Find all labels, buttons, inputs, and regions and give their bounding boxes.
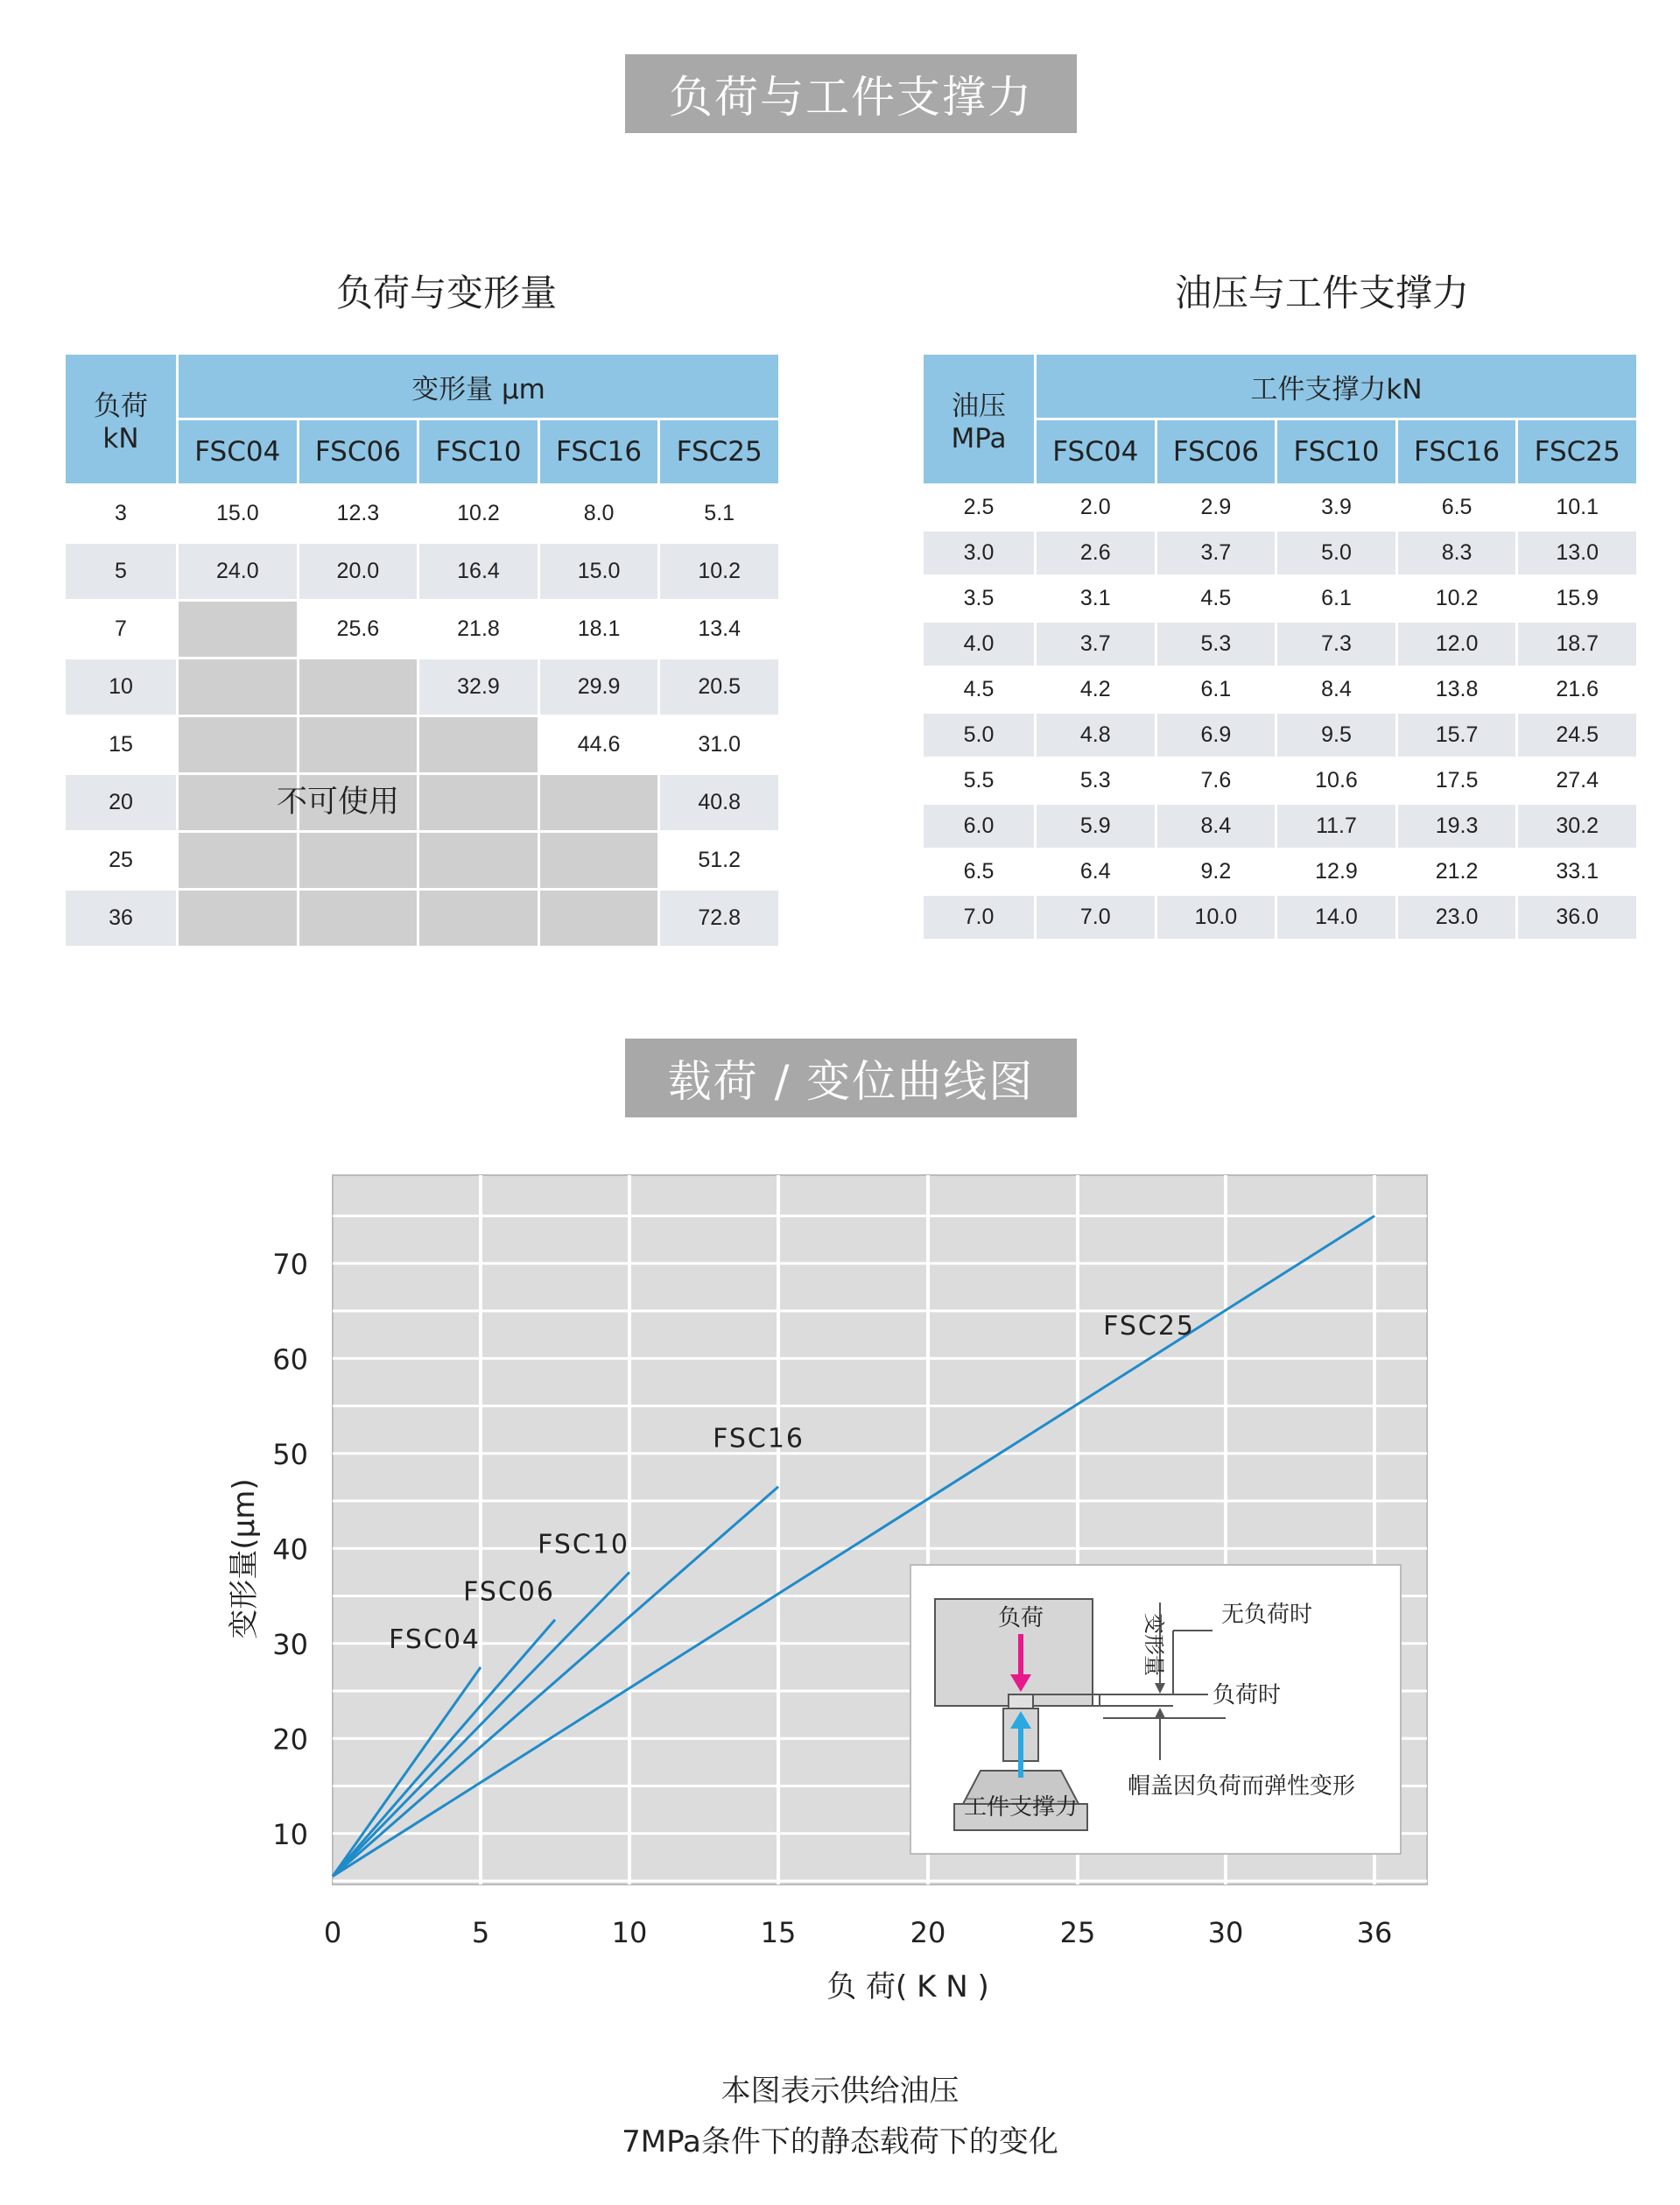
right-table-cell: 5.3 (1157, 623, 1276, 666)
left-table-cell: 10.2 (419, 486, 538, 541)
left-table-row-label: 36 (66, 891, 176, 946)
right-table-column-header: FSC25 (1518, 420, 1636, 483)
inset-load-label: 负荷 (997, 1605, 1044, 1631)
y-tick-label: 40 (272, 1532, 308, 1567)
x-tick-label: 36 (1356, 1916, 1393, 1949)
right-table-cell: 36.0 (1518, 896, 1636, 939)
right-table-cell: 6.9 (1157, 714, 1276, 757)
series-label: FSC10 (538, 1529, 629, 1560)
left-table-corner-header: 负荷 kN (66, 355, 176, 483)
right-table-cell: 4.2 (1037, 668, 1155, 711)
right-table-cell: 12.9 (1277, 850, 1395, 893)
x-tick-label: 30 (1207, 1916, 1244, 1949)
left-table-cell: 20.5 (660, 659, 778, 715)
y-tick-label: 20 (272, 1722, 308, 1757)
left-table-cell: 13.4 (660, 602, 778, 657)
right-table-cell: 3.9 (1277, 486, 1395, 529)
right-table-row-label: 5.0 (924, 714, 1034, 757)
left-table-cell: 21.8 (419, 602, 538, 657)
left-table-cell: 40.8 (660, 775, 778, 830)
right-table-row-label: 6.5 (924, 850, 1034, 893)
right-table-cell: 7.6 (1157, 759, 1276, 802)
right-table-cell: 10.2 (1398, 577, 1516, 620)
right-table-cell: 10.0 (1157, 896, 1276, 939)
left-table-row-label: 25 (66, 833, 176, 888)
left-table-column-header: FSC16 (540, 420, 658, 483)
x-tick-label: 10 (611, 1916, 648, 1949)
right-table-cell: 3.1 (1037, 577, 1155, 620)
left-table-row-label: 3 (66, 486, 176, 541)
right-table-row-label: 5.5 (924, 759, 1034, 802)
left-table-cell: 8.0 (540, 486, 658, 541)
left-table-cell: 18.1 (540, 602, 658, 657)
left-table-title: 负荷与变形量 (335, 271, 557, 314)
right-table-row-label: 4.5 (924, 668, 1034, 711)
right-table-cell: 3.7 (1157, 532, 1276, 574)
right-table-cell: 13.0 (1518, 532, 1636, 574)
right-table-cell: 5.3 (1037, 759, 1155, 802)
right-table-cell: 21.6 (1518, 668, 1636, 711)
right-table-row-label: 6.0 (924, 805, 1034, 848)
right-table-cell: 13.8 (1398, 668, 1516, 711)
left-table-group-header: 变形量 μm (179, 355, 778, 418)
right-table-column-header: FSC10 (1277, 420, 1395, 483)
x-tick-label: 0 (323, 1916, 342, 1949)
left-table-row-label: 20 (66, 775, 176, 830)
right-table-cell: 9.2 (1157, 850, 1276, 893)
left-table-cell: 51.2 (660, 833, 778, 888)
right-table-cell: 2.6 (1037, 532, 1155, 574)
right-table-column-header: FSC16 (1398, 420, 1516, 483)
banner-text: 载荷 / 变位曲线图 (667, 1056, 1035, 1107)
chart-caption-line-2: 7MPa条件下的静态载荷下的变化 (622, 2124, 1058, 2159)
y-tick-label: 70 (272, 1247, 308, 1281)
x-tick-label: 20 (910, 1916, 946, 1949)
right-table-cell: 4.8 (1037, 714, 1155, 757)
y-axis-label: 变形量(μm) (227, 1478, 262, 1639)
right-table-cell: 6.4 (1037, 850, 1155, 893)
right-table-cell: 2.9 (1157, 486, 1276, 529)
left-table-cell: 32.9 (419, 659, 538, 715)
left-table-column-header: FSC25 (660, 420, 778, 483)
x-tick-label: 15 (760, 1916, 797, 1949)
left-table-cell: 29.9 (540, 659, 658, 715)
x-tick-label: 25 (1059, 1916, 1096, 1949)
left-table-column-header: FSC06 (299, 420, 418, 483)
right-table-cell: 14.0 (1277, 896, 1395, 939)
x-tick-label: 5 (471, 1916, 490, 1949)
right-table-cell: 5.9 (1037, 805, 1155, 848)
left-table-cell: 5.1 (660, 486, 778, 541)
right-table-cell: 24.5 (1518, 714, 1636, 757)
right-table-cell: 7.3 (1277, 623, 1395, 666)
right-table-row-label: 3.0 (924, 532, 1034, 574)
banner-text: 负荷与工件支撑力 (669, 72, 1033, 123)
y-tick-label: 50 (272, 1437, 308, 1471)
inset-deform-label: 变形量 (1142, 1613, 1166, 1676)
left-table-row-label: 7 (66, 602, 176, 657)
right-table-cell: 2.0 (1037, 486, 1155, 529)
left-table-row-label: 15 (66, 717, 176, 772)
left-table-cell: 20.0 (299, 544, 418, 599)
left-table-row-label: 10 (66, 659, 176, 715)
y-tick-label: 60 (272, 1342, 308, 1377)
right-table-cell: 17.5 (1398, 759, 1516, 802)
inset-cap-label: 帽盖因负荷而弹性变形 (1128, 1773, 1356, 1800)
left-table-cell: 15.0 (179, 486, 297, 541)
right-table-column-header: FSC04 (1037, 420, 1155, 483)
series-label: FSC25 (1103, 1311, 1195, 1342)
inset-loaded-label: 负荷时 (1213, 1682, 1282, 1708)
right-table-cell: 12.0 (1398, 623, 1516, 666)
left-table-cell: 31.0 (660, 717, 778, 772)
y-tick-label: 10 (272, 1817, 308, 1851)
left-table-column-header: FSC04 (179, 420, 297, 483)
left-table-cell: 15.0 (540, 544, 658, 599)
left-table-cell: 12.3 (299, 486, 418, 541)
right-table-cell: 19.3 (1398, 805, 1516, 848)
right-table-title: 油压与工件支撑力 (1174, 271, 1469, 314)
left-table-cell: 24.0 (179, 544, 297, 599)
x-axis-label: 负 荷( K N ) (826, 1969, 989, 2004)
right-table-cell: 4.5 (1157, 577, 1276, 620)
left-table-cell: 16.4 (419, 544, 538, 599)
right-table-cell: 10.1 (1518, 486, 1636, 529)
inset-no-load-label: 无负荷时 (1221, 1602, 1313, 1628)
right-table-cell: 27.4 (1518, 759, 1636, 802)
right-table-cell: 11.7 (1277, 805, 1395, 848)
right-table-group-header: 工件支撑力kN (1037, 355, 1636, 418)
support-cap (1009, 1694, 1033, 1708)
left-table-cell: 25.6 (299, 602, 418, 657)
right-table-cell: 18.7 (1518, 623, 1636, 666)
right-table-column-header: FSC06 (1157, 420, 1276, 483)
series-label: FSC04 (389, 1624, 481, 1655)
right-table-cell: 10.6 (1277, 759, 1395, 802)
right-table-cell: 15.7 (1398, 714, 1516, 757)
right-table-cell: 3.7 (1037, 623, 1155, 666)
series-label: FSC06 (463, 1576, 555, 1608)
right-table-cell: 9.5 (1277, 714, 1395, 757)
right-table-cell: 33.1 (1518, 850, 1636, 893)
right-table-cell: 21.2 (1398, 850, 1516, 893)
y-tick-label: 30 (272, 1627, 308, 1661)
right-table-cell: 6.5 (1398, 486, 1516, 529)
inset-support-label: 工件支撑力 (963, 1794, 1079, 1821)
right-table-cell: 8.3 (1398, 532, 1516, 574)
right-table-cell: 23.0 (1398, 896, 1516, 939)
right-table-row-label: 2.5 (924, 486, 1034, 529)
right-table-cell: 5.0 (1277, 532, 1395, 574)
right-table-cell: 8.4 (1277, 668, 1395, 711)
right-table-cell: 7.0 (1037, 896, 1155, 939)
left-table-column-header: FSC10 (419, 420, 538, 483)
right-table-cell: 6.1 (1277, 577, 1395, 620)
right-table-row-label: 4.0 (924, 623, 1034, 666)
chart-caption-line-1: 本图表示供给油压 (721, 2074, 959, 2109)
right-table-corner-header: 油压 MPa (924, 355, 1034, 483)
right-table-cell: 30.2 (1518, 805, 1636, 848)
not-usable-label: 不可使用 (277, 785, 400, 820)
left-table-cell: 10.2 (660, 544, 778, 599)
left-table-cell: 72.8 (660, 891, 778, 946)
right-table-cell: 6.1 (1157, 668, 1276, 711)
left-table-cell: 44.6 (540, 717, 658, 772)
right-table-cell: 15.9 (1518, 577, 1636, 620)
right-table-cell: 8.4 (1157, 805, 1276, 848)
left-table-row-label: 5 (66, 544, 176, 599)
series-label: FSC16 (713, 1423, 805, 1455)
inset-diagram (910, 1565, 1401, 1854)
right-table-row-label: 3.5 (924, 577, 1034, 620)
right-table-row-label: 7.0 (924, 896, 1034, 939)
